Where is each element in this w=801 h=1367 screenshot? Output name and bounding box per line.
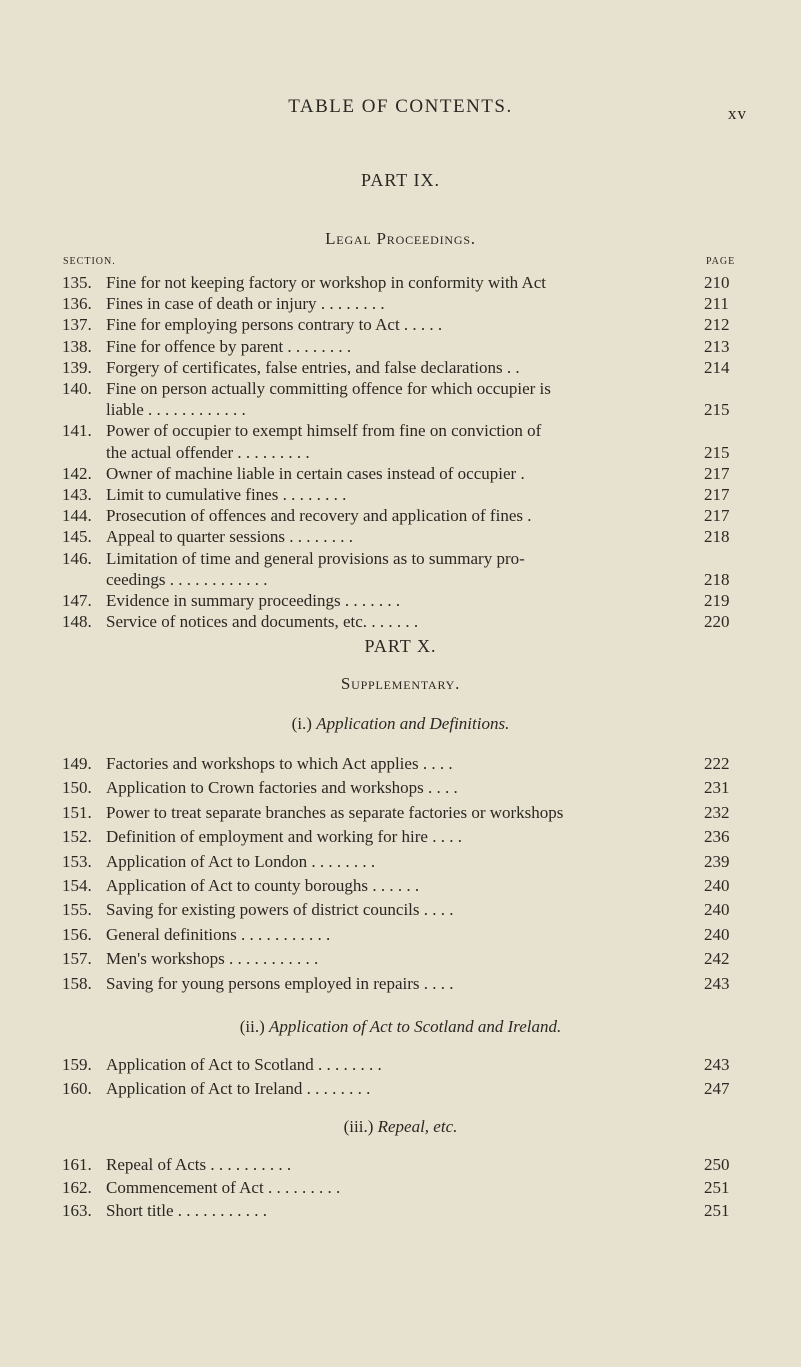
entry-title — [106, 899, 692, 921]
section-number: 136. — [62, 294, 92, 314]
section-heading-text: Application of Act to Scotland and Ireland. — [269, 1017, 562, 1036]
leader-dots: . — [522, 506, 532, 526]
entry-text: Limitation of time and general provisions as to summary pro- — [106, 548, 525, 568]
page-ref: 214 — [704, 357, 730, 377]
page-ref: 222 — [704, 754, 730, 773]
entry-text: Fine for not keeping factory or workshop in conformity with Act — [106, 273, 547, 292]
entry-continuation: the actual offender . . . . . . . . . — [106, 442, 310, 462]
entry-text: Fine for offence by parent — [106, 336, 284, 356]
page-ref: 217 — [704, 506, 730, 526]
entry-text: Forgery of certificates, false entries, and false declarations — [106, 357, 503, 377]
section-number: 152. — [62, 827, 92, 847]
page-ref: 218 — [704, 527, 730, 547]
entry-title — [106, 851, 692, 873]
page-ref: 240 — [704, 876, 730, 895]
part-10-subtitle: Supplementary. — [340, 674, 461, 693]
entry-text: Application to Crown factories and workshops — [106, 778, 424, 798]
section-number: 149. — [62, 754, 92, 773]
section-heading-number: (i.) — [291, 714, 312, 733]
entry-title — [106, 875, 692, 897]
section-number: 135. — [62, 273, 92, 292]
page-ref: 218 — [704, 569, 730, 589]
entry-text: Appeal to quarter sessions — [106, 527, 285, 547]
section-number: 161. — [62, 1155, 92, 1174]
leader-dots: . . . . . . . . . . . — [173, 1201, 268, 1220]
section-number: 162. — [62, 1178, 92, 1197]
entry-title — [106, 526, 692, 548]
leader-dots: . . . . — [419, 900, 454, 920]
page-ref: 217 — [704, 463, 730, 483]
section-number: 142. — [62, 463, 92, 483]
entry-continuation: ceedings . . . . . . . . . . . . — [106, 569, 268, 589]
section-heading-number: (ii.) — [239, 1017, 265, 1036]
entry-text: Service of notices and documents, etc. — [106, 612, 368, 632]
leader-dots: . . . . . . . . — [307, 851, 376, 871]
entry-text: Saving for young persons employed in repairs — [106, 973, 420, 993]
entry-title — [106, 973, 692, 995]
section-heading-i — [0, 714, 801, 734]
entry-title — [106, 484, 692, 506]
entry-text: Fine on person actually committing offence for which occupier is — [106, 379, 551, 398]
part-9-title: PART IX. — [361, 170, 440, 190]
leader-dots: . . . . . . — [368, 876, 420, 895]
section-heading-text: Application and Definitions. — [316, 714, 510, 733]
page-ref: 219 — [704, 591, 730, 610]
section-number: 157. — [62, 949, 92, 969]
entry-title — [106, 463, 692, 485]
entry-text: Short title — [106, 1201, 174, 1220]
leader-dots: . . . . — [419, 973, 454, 993]
section-number: 158. — [62, 973, 92, 993]
section-number: 138. — [62, 336, 92, 356]
leader-dots: . . . . . . . — [340, 591, 401, 610]
entry-title — [106, 948, 692, 970]
section-heading-text: Repeal, etc. — [377, 1117, 458, 1136]
entry-title — [106, 611, 692, 633]
entry-title — [106, 1054, 692, 1076]
part-10-title: PART X. — [364, 636, 437, 656]
page-ref: 215 — [704, 400, 730, 420]
section-number: 160. — [62, 1079, 92, 1098]
page-ref: 251 — [704, 1201, 730, 1220]
leader-dots: . . . . . . . . — [313, 1055, 382, 1074]
entry-title — [106, 420, 692, 442]
entry-text: Power to treat separate branches as separate factories or workshops — [106, 802, 564, 822]
entry-title — [106, 314, 692, 336]
entry-title — [106, 548, 692, 570]
section-number: 156. — [62, 924, 92, 944]
entry-title — [106, 336, 692, 358]
page-ref: 212 — [704, 315, 730, 335]
leader-dots: . . — [502, 357, 520, 377]
page-ref: 215 — [704, 442, 730, 462]
section-heading-number: (iii.) — [343, 1117, 374, 1136]
leader-dots: . . . . . . . . — [302, 1079, 371, 1098]
page-ref: 243 — [704, 973, 730, 993]
entry-title — [106, 357, 692, 379]
page-ref: 210 — [704, 273, 730, 292]
page-ref: 242 — [704, 949, 730, 969]
section-number: 137. — [62, 315, 92, 335]
page-ref: 240 — [704, 900, 730, 920]
entry-text: Repeal of Acts — [106, 1155, 207, 1174]
entry-text: Evidence in summary proceedings — [106, 591, 341, 610]
entry-title — [106, 1154, 692, 1176]
leader-dots: . . . . . . . . . . — [206, 1155, 292, 1174]
leader-dots: . — [516, 463, 525, 483]
page-ref: 231 — [704, 778, 730, 798]
page-ref: 243 — [704, 1055, 730, 1074]
section-number: 155. — [62, 900, 92, 920]
section-heading-iii — [0, 1117, 801, 1137]
running-head: TABLE OF CONTENTS. — [288, 96, 513, 117]
entry-continuation: liable . . . . . . . . . . . . — [106, 400, 246, 420]
entry-title — [106, 753, 692, 775]
page-ref: 240 — [704, 924, 730, 944]
entry-text: General definitions — [106, 924, 237, 944]
entry-text: Power of occupier to exempt himself from fine on conviction of — [106, 421, 542, 441]
section-number: 150. — [62, 778, 92, 798]
leader-dots: . . . . — [418, 754, 453, 773]
entry-text: Application of Act to London — [106, 851, 308, 871]
section-number: 144. — [62, 506, 92, 526]
part-9-subtitle: Legal Proceedings. — [325, 229, 476, 248]
entry-title — [106, 378, 692, 400]
leader-dots: . . . . . — [399, 315, 443, 335]
page-ref: 247 — [704, 1079, 730, 1098]
entry-title — [106, 1177, 692, 1199]
leader-dots: . . . . . . . . — [284, 527, 353, 547]
section-number: 145. — [62, 527, 92, 547]
leader-dots: . . . . . . . . . . . — [224, 949, 319, 969]
entry-text: Limit to cumulative fines — [106, 485, 279, 504]
section-number: 153. — [62, 851, 92, 871]
page-ref: 250 — [704, 1155, 730, 1174]
page-ref: 236 — [704, 827, 730, 847]
entry-text: Commencement of Act — [106, 1178, 264, 1197]
entry-text: Definition of employment and working for hire — [106, 827, 428, 847]
entry-title — [106, 1078, 692, 1100]
page-ref: 211 — [704, 294, 729, 314]
section-number: 163. — [62, 1201, 92, 1220]
leader-dots: . . . . — [427, 827, 462, 847]
page-number: xv — [728, 104, 747, 123]
entry-title — [106, 293, 692, 315]
entry-text: Application of Act to Scotland — [106, 1055, 314, 1074]
entry-title — [106, 590, 692, 612]
entry-title — [106, 1200, 692, 1222]
entry-text: Fine for employing persons contrary to Act — [106, 315, 400, 335]
entry-text: Application of Act to county boroughs — [106, 876, 369, 895]
page-ref: 217 — [704, 485, 730, 504]
entry-title — [106, 505, 692, 527]
leader-dots: . . . . — [423, 778, 458, 798]
leader-dots: . . . . . . . . . . . — [236, 924, 331, 944]
entry-text: Owner of machine liable in certain cases instead of occupier — [106, 463, 517, 483]
entry-title — [106, 777, 692, 799]
section-number: 148. — [62, 612, 92, 632]
section-column-label: SECTION. — [63, 256, 116, 267]
entry-title — [106, 826, 692, 848]
entry-text: Men's workshops — [106, 949, 225, 969]
entry-title — [106, 272, 692, 294]
page-ref: 232 — [704, 802, 730, 822]
leader-dots: . . . . . . — [367, 612, 419, 632]
entry-text: Saving for existing powers of district councils — [106, 900, 420, 920]
section-number: 141. — [62, 421, 92, 441]
section-number: 154. — [62, 876, 92, 895]
entry-text: Fines in case of death or injury — [106, 294, 317, 314]
section-number: 147. — [62, 591, 92, 610]
section-number: 139. — [62, 357, 92, 377]
section-heading-ii — [0, 1017, 801, 1037]
entry-title — [106, 924, 692, 946]
entry-text: Application of Act to Ireland — [106, 1079, 303, 1098]
entry-text: Factories and workshops to which Act applies — [106, 754, 419, 773]
section-number: 143. — [62, 485, 92, 504]
page-ref: 251 — [704, 1178, 730, 1197]
leader-dots: . . . . . . . . . — [263, 1178, 341, 1197]
page-ref: 213 — [704, 336, 730, 356]
page-ref: 220 — [704, 612, 730, 632]
page-ref: 239 — [704, 851, 730, 871]
section-number: 146. — [62, 548, 92, 568]
leader-dots: . . . . . . . . — [316, 294, 385, 314]
leader-dots: . . . . . . . . — [283, 336, 352, 356]
leader-dots: . . . . . . . . — [278, 485, 347, 504]
section-number: 159. — [62, 1055, 92, 1074]
entry-text: Prosecution of offences and recovery and application of fines — [106, 506, 523, 526]
section-number: 140. — [62, 379, 92, 398]
entry-title — [106, 802, 692, 824]
section-number: 151. — [62, 802, 92, 822]
page-column-label: PAGE — [706, 256, 736, 267]
